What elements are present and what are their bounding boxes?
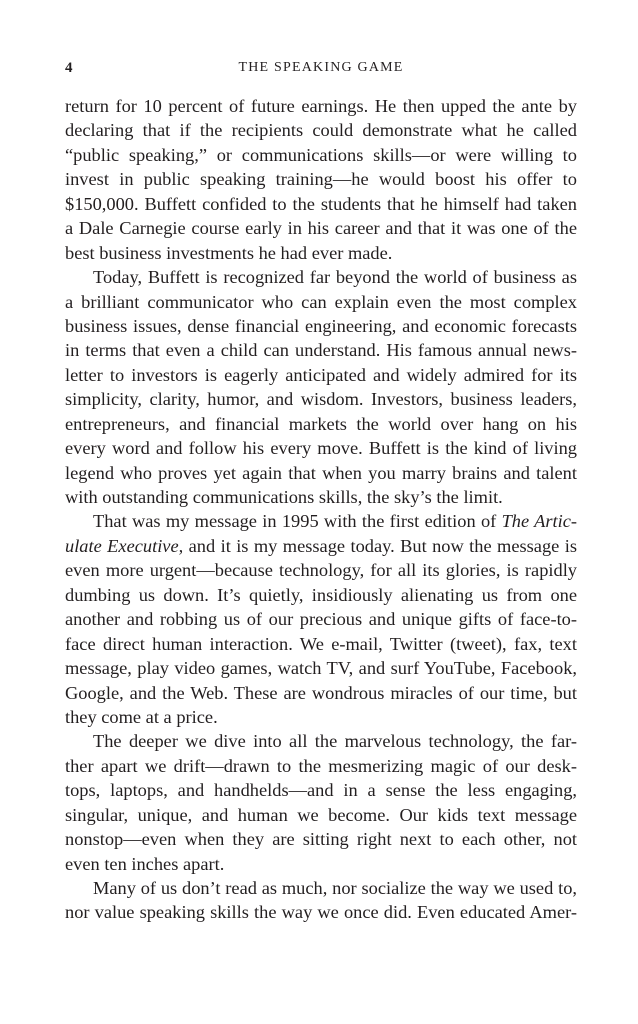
text-run: That was my message in 1995 with the first edition of — [93, 511, 502, 532]
text-line: ther apart we drift—drawn to the mesmerizing magic of our desk- — [65, 755, 577, 776]
text-line: every word and follow his every move. Buffett is the kind of living — [65, 438, 577, 459]
text-line: nonstop—even when they are sitting right next to each other, not — [65, 829, 577, 850]
text-line: face direct human interaction. We e-mail, Twitter (tweet), fax, text — [65, 633, 577, 654]
text-line: Google, and the Web. These are wondrous miracles of our time, but — [65, 682, 577, 703]
text-line: $150,000. Buffett confided to the students that he himself had taken — [65, 193, 577, 214]
book-title-italic: ulate Executive, — [65, 535, 184, 556]
page-number: 4 — [65, 60, 73, 76]
text-line: nor value speaking skills the way we once did. Even educated Amer- — [65, 902, 577, 923]
text-line: dumbing us down. It’s quietly, insidiously alienating us from one — [65, 584, 577, 605]
text-line — [65, 509, 577, 533]
text-line: return for 10 percent of future earnings. He then upped the ante by — [65, 96, 577, 116]
running-header — [65, 60, 577, 82]
text-line: even more urgent—because technology, for all its glories, is rapidly — [65, 560, 577, 581]
text-line: another and robbing us of our precious and unique gifts of face-to- — [65, 609, 577, 630]
text-line: a Dale Carnegie course early in his career and that it was one of the — [65, 218, 577, 239]
text-line: invest in public speaking training—he would boost his offer to — [65, 169, 577, 190]
text-line: with outstanding communications skills, the sky’s the limit. — [65, 487, 503, 507]
text-line: even ten inches apart. — [65, 853, 225, 874]
text-line: business issues, dense financial engineering, and economic forecasts — [65, 315, 577, 336]
text-line: message, play video games, watch TV, and surf YouTube, Facebook, — [65, 658, 577, 679]
text-line: singular, unique, and human we become. Our kids text message — [65, 804, 577, 825]
book-title-italic: The Artic- — [501, 511, 577, 532]
text-line — [65, 534, 577, 558]
body-text — [65, 94, 577, 925]
text-line: Many of us don’t read as much, nor socialize the way we used to, — [93, 878, 577, 898]
text-line: Today, Buffett is recognized far beyond the world of business as — [93, 267, 577, 288]
text-line: entrepreneurs, and financial markets the world over hang on his — [65, 413, 577, 434]
text-line: letter to investors is eagerly anticipated and widely admired for its — [65, 364, 577, 385]
text-line: “public speaking,” or communications skills—or were willing to — [65, 144, 577, 165]
text-line: simplicity, clarity, humor, and wisdom. Investors, business leaders, — [65, 389, 577, 410]
text-line: a brilliant communicator who can explain even the most complex — [65, 291, 577, 312]
text-line: The deeper we dive into all the marvelous technology, the far- — [93, 731, 577, 752]
text-line: legend who proves yet again that when you marry brains and talent — [65, 462, 577, 483]
text-line: tops, laptops, and handhelds—and in a sense the less engaging, — [65, 780, 577, 801]
text-run: and it is my message today. But now the message is — [183, 535, 577, 556]
text-line: in terms that even a child can understand. His famous annual news- — [65, 340, 577, 361]
text-line: best business investments he had ever made. — [65, 242, 393, 263]
running-title: THE SPEAKING GAME — [238, 60, 404, 75]
text-line: declaring that if the recipients could demonstrate what he called — [65, 120, 577, 141]
text-line: they come at a price. — [65, 706, 218, 727]
